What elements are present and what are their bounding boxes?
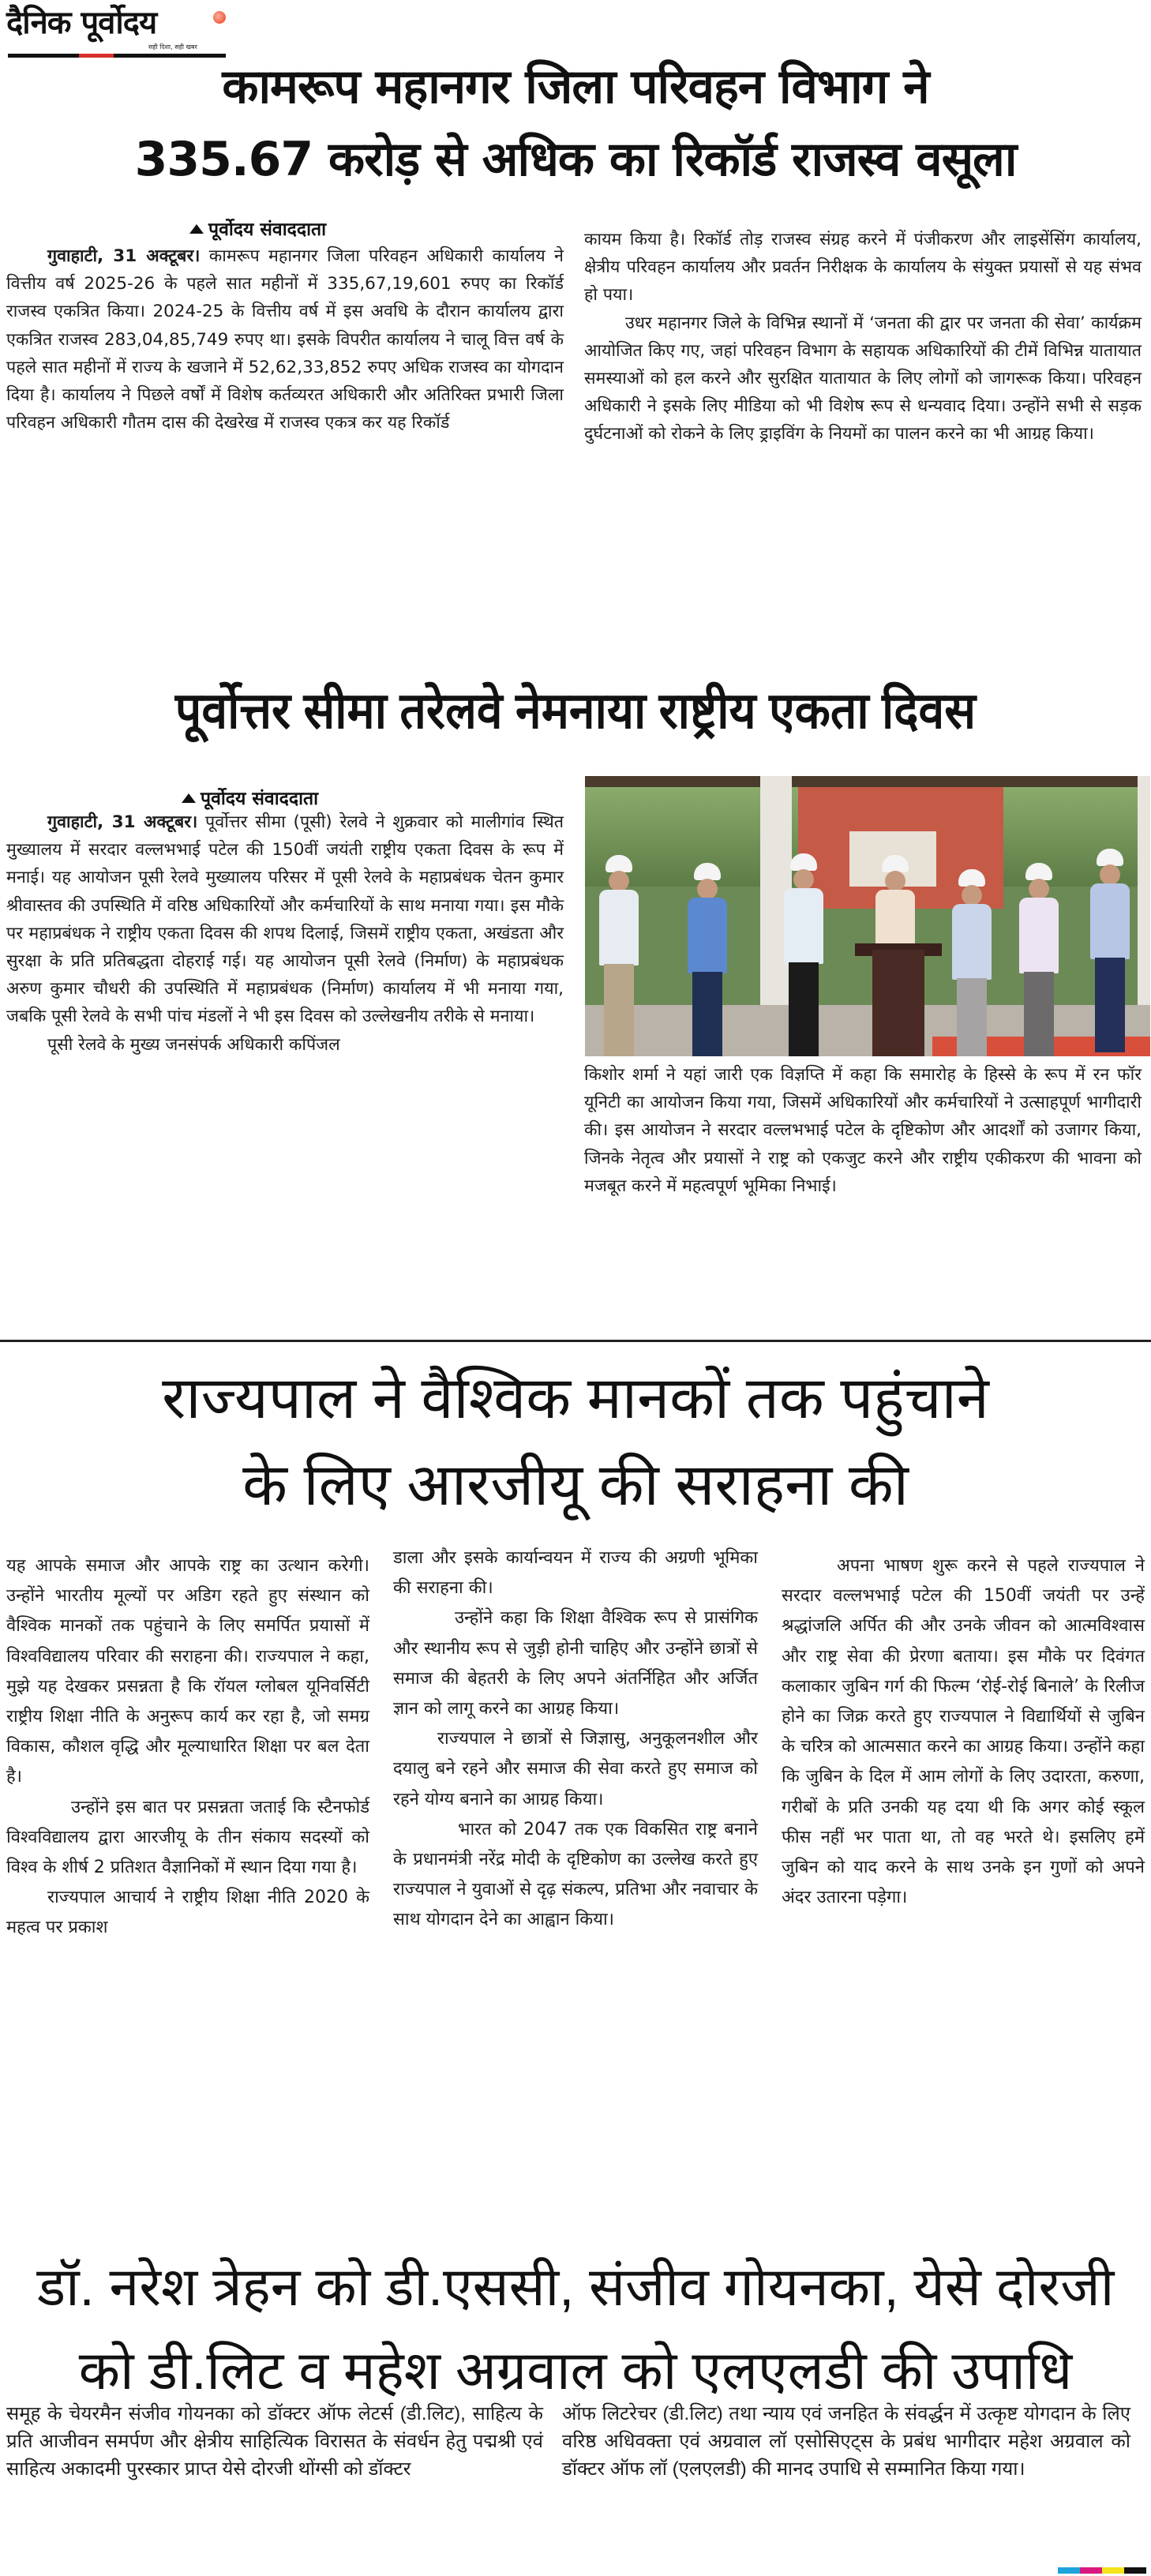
article1-paragraph: कायम किया है। रिकॉर्ड तोड़ राजस्व संग्रह करने में पंजीकरण और लाइसेंसिंग कार्यालय, क्षेत्रीय परिवहन कार्यालय और प्रवर्तन निरीक्षक के कार्यालय के संयुक्त प्रयासों से यह संभव हो पया। bbox=[584, 230, 1142, 306]
article3-paragraph: राज्यपाल आचार्य ने राष्ट्रीय शिक्षा नीति 2020 के महत्व पर प्रकाश bbox=[6, 1888, 369, 1938]
article3-paragraph: अपना भाषण शुरू करने से पहले राज्यपाल ने सरदार वल्लभभाई पटेल की 150वीं जयंती पर उन्हें श्रद्धांजलि अर्पित की और उनके जीवन को आत्मविश्वास और राष्ट्र सेवा की प्रेरणा बताया। इस मौके पर दिवंगत कलाकार जुबिन गर्ग की फिल्म ‘रोई-रोई बिनाले’ के रिलीज होने का जिक्र करते हुए राज्यपाल ने विद्यार्थियों से जुबिन के चरित्र को आत्मसात करने का आग्रह किया। उन्होंने कहा कि जुबिन के दिल में आम लोगों के लिए उदारता, करुणा, गरीबों के प्रति उनकी यह दया थी कि अगर कोई स्कूल फीस नहीं भर पाता था, तो वह भरते थे। इसलिए हमें जुबिन को याद करने के साथ उनके इन गुणों को अपने अंदर उतारना पड़ेगा। bbox=[782, 1556, 1145, 1908]
dateline: गुवाहाटी, 31 अक्टूबर। bbox=[47, 812, 198, 832]
masthead bbox=[6, 5, 227, 57]
article1-left-column bbox=[6, 242, 564, 437]
article3-paragraph: यह आपके समाज और आपके राष्ट्र का उत्थान करेगी। उन्होंने भारतीय मूल्यों पर अडिग रहते हुए संस्थान को वैश्विक मानकों तक पहुंचाने के लिए समर्पित प्रयासों में विश्वविद्यालय परिवार की सराहना की। राज्यपाल ने कहा, मुझे यह देखकर प्रसन्नता है कि रॉयल ग्लोबल यूनिवर्सिटी राष्ट्रीय शिक्षा नीति के अनुरूप कार्य कर रहा है, जो समग्र विकास, कौशल वृद्धि और मूल्याधारित शिक्षा पर बल देता है। bbox=[6, 1556, 369, 1787]
sun-logo-icon bbox=[213, 11, 226, 24]
photo-pillar bbox=[1138, 776, 1150, 1013]
article1-headline-line1: कामरूप महानगर जिला परिवहन विभाग ने bbox=[222, 59, 929, 114]
article3-paragraph: भारत को 2047 तक एक विकसित राष्ट्र बनाने के प्रधानमंत्री नरेंद्र मोदी के दृष्टिकोण का उल्लेख करते हुए राज्यपाल ने युवाओं से दृढ़ संकल्प, प्रतिभा और नवाचार के साथ योगदान देने का आह्वान किया। bbox=[393, 1819, 758, 1930]
article3-paragraph: उन्होंने कहा कि शिक्षा वैश्विक रूप से प्रासंगिक और स्थानीय रूप से जुड़ी होनी चाहिए और उन्होंने छात्रों से समाज की बेहतरी के लिए अपने अंतर्निहित और अर्जित ज्ञान को लागू करने का आग्रह किया। bbox=[393, 1608, 758, 1719]
article3-column-3 bbox=[782, 1551, 1145, 1913]
cmyk-black-mark bbox=[1124, 2567, 1146, 2574]
triangle-bullet-icon bbox=[189, 224, 204, 234]
article4-headline-line1: डॉ. नरेश त्रेहन को डी.एससी, संजीव गोयनका, येसे दोरजी bbox=[36, 2257, 1115, 2317]
cmyk-magenta-mark bbox=[1080, 2567, 1102, 2574]
dateline: गुवाहाटी, 31 अक्टूबर। bbox=[47, 246, 201, 266]
article4-left-column bbox=[6, 2400, 543, 2483]
photo-roof bbox=[585, 776, 1150, 787]
article1-byline bbox=[189, 218, 326, 242]
article3-column-2 bbox=[393, 1543, 758, 1936]
article3-headline-line1: राज्यपाल ने वैश्विक मानकों तक पहुंचाने bbox=[162, 1365, 989, 1430]
article4-right-column bbox=[562, 2400, 1130, 2483]
photo-podium bbox=[872, 950, 924, 1056]
byline-text: पूर्वोदय संवाददाता bbox=[208, 219, 327, 240]
masthead-tagline: सही दिशा, सही खबर bbox=[148, 43, 197, 51]
article2-paragraph bbox=[6, 808, 564, 1031]
article2-paragraph: किशोर शर्मा ने यहां जारी एक विज्ञप्ति में कहा कि समारोह के हिस्से के रूप में रन फॉर यूनिटी का आयोजन किया गया, जिसमें अधिकारियों और कर्मचारियों ने उत्साहपूर्ण भागीदारी की। इस आयोजन ने सरदार वल्लभभाई पटेल के दृष्टिकोण और आदर्शों को उजागर किया, जिनके नेतृत्व और प्रयासों ने राष्ट्र को एकजुट करने और राष्ट्रीय एकीकरण की भावना को मजबूत करने में महत्वपूर्ण भूमिका निभाई। bbox=[584, 1065, 1142, 1196]
article1-headline-line2: 335.67 करोड़ से अधिक का रिकॉर्ड राजस्व वसूला bbox=[134, 132, 1017, 187]
article3-paragraph: उन्होंने इस बात पर प्रसन्नता जताई कि स्टैनफोर्ड विश्वविद्यालय द्वारा आरजीयू के तीन संकाय सदस्यों को विश्व के शीर्ष 2 प्रतिशत वैज्ञानिकों में स्थान दिया गया है। bbox=[6, 1797, 369, 1878]
article1-paragraph: उधर महानगर जिले के विभिन्न स्थानों में ‘जनता की द्वार पर जनता की सेवा’ कार्यक्रम आयोजित किए गए, जहां परिवहन विभाग के सहायक अधिकारियों की टीमें विभिन्न यातायात समस्याओं को हल करने और सुरक्षित यातायात के लिए लोगों को जागरूक किया। परिवहन अधिकारी ने इसके लिए मीडिया को भी विशेष रूप से धन्यवाद दिया। उन्होंने सभी से सड़क दुर्घटनाओं को रोकने के लिए ड्राइविंग के नियमों का पालन करने का भी आग्रह किया। bbox=[584, 313, 1142, 444]
article2-paragraph: पूसी रेलवे के मुख्य जनसंपर्क अधिकारी कपिंजल bbox=[47, 1034, 340, 1055]
article3-paragraph: डाला और इसके कार्यान्वयन में राज्य की अग्रणी भूमिका की सराहना की। bbox=[393, 1548, 758, 1599]
cmyk-yellow-mark bbox=[1102, 2567, 1124, 2574]
article2-byline bbox=[182, 787, 318, 811]
article2-photo bbox=[585, 776, 1150, 1056]
paragraph-text: पूर्वोत्तर सीमा (पूसी) रेलवे ने शुक्रवार को मालीगांव स्थित मुख्यालय में सरदार वल्लभभाई पटेल की 150वीं जयंती राष्ट्रीय एकता दिवस के रूप में मनाई। यह आयोजन पूसी रेलवे मुख्यालय परिसर में पूसी रेलवे के महाप्रबंधक चेतन कुमार श्रीवास्तव की उपस्थिति में वरिष्ठ अधिकारियों और कर्मचारियों के साथ मनाया गया। इस मौके पर महाप्रबंधक ने राष्ट्रीय एकता दिवस की शपथ दिलाई, जिसमें राष्ट्रीय एकता, अखंडता और सुरक्षा के प्रति प्रतिबद्धता दोहराई गई। यह आयोजन पूसी रेलवे (निर्माण) के महाप्रबंधक अरुण कुमार चौधरी की उपस्थिति में महाप्रबंधक (निर्माण) कार्यालय में भी मनाया गया, जबकि पूसी रेलवे के सभी पांच मंडलों ने भी इस दिवस को उल्लेखनीय तरीके से मनाया। bbox=[6, 812, 564, 1027]
newspaper-logo: दैनिक पूर्वोदय bbox=[6, 4, 157, 41]
article4-paragraph: ऑफ लिटरेचर (डी.लिट) तथा न्याय एवं जनहित के संवर्द्धन में उत्कृष्ट योगदान के लिए वरिष्ठ अधिवक्ता एवं अग्रवाल लॉ एसोसिएट्स के प्रबंध भागीदार महेश अग्रवाल को डॉक्टर ऑफ लॉ (एलएलडी) की मानद उपाधि से सम्मानित किया गया। bbox=[562, 2403, 1130, 2480]
article2-left-column bbox=[6, 808, 564, 1059]
triangle-bullet-icon bbox=[182, 793, 196, 803]
article1-paragraph bbox=[6, 242, 564, 437]
article3-column-1 bbox=[6, 1551, 369, 1944]
byline-text: पूर्वोदय संवाददाता bbox=[201, 789, 319, 809]
article4-paragraph: समूह के चेयरमैन संजीव गोयनका को डॉक्टर ऑफ लेटर्स (डी.लिट), साहित्य के प्रति आजीवन समर्पण और क्षेत्रीय साहित्यिक विरासत के संवर्धन हेतु पद्मश्री एवं साहित्य अकादमी पुरस्कार प्राप्त येसे दोरजी थोंग्सी को डॉक्टर bbox=[6, 2403, 543, 2480]
article3-headline-line2: के लिए आरजीयू की सराहना की bbox=[242, 1452, 909, 1517]
article2-right-column bbox=[584, 1061, 1142, 1200]
article1-right-column bbox=[584, 226, 1142, 448]
article2-headline: पूर्वोत्तर सीमा तरेलवे नेमनाया राष्ट्रीय एकता दिवस bbox=[174, 682, 977, 739]
paragraph-text: कामरूप महानगर जिला परिवहन अधिकारी कार्यालय ने वित्तीय वर्ष 2025-26 के पहले सात महीनों में 335,67,19,601 रुपए का रिकॉर्ड राजस्व एकत्रित किया। 2024-25 के वित्तीय वर्ष में इस अवधि के दौरान कार्यालय द्वारा एकत्रित राजस्व 283,04,85,749 रुपए था। इसके विपरीत कार्यालय ने चालू वित्त वर्ष के पहले सात महीनों में राज्य के खजाने में 52,62,33,852 रुपए अधिक राजस्व का योगदान दिया है। कार्यालय ने पिछले वर्षों में विशेष कर्तव्यरत अधिकारी और अतिरिक्त प्रभारी जिला परिवहन अधिकारी गौतम दास की देखरेख में राजस्व एकत्र कर यह रिकॉर्ड bbox=[6, 246, 564, 433]
section-divider bbox=[0, 1340, 1151, 1342]
article3-paragraph: राज्यपाल ने छात्रों से जिज्ञासु, अनुकूलनशील और दयालु बने रहने और समाज की सेवा करते हुए समाज को रहने योग्य बनाने का आग्रह किया। bbox=[393, 1729, 758, 1809]
article4-headline-line2: को डी.लिट व महेश अग्रवाल को एलएलडी की उपाधि bbox=[78, 2341, 1073, 2401]
cmyk-cyan-mark bbox=[1058, 2567, 1080, 2574]
